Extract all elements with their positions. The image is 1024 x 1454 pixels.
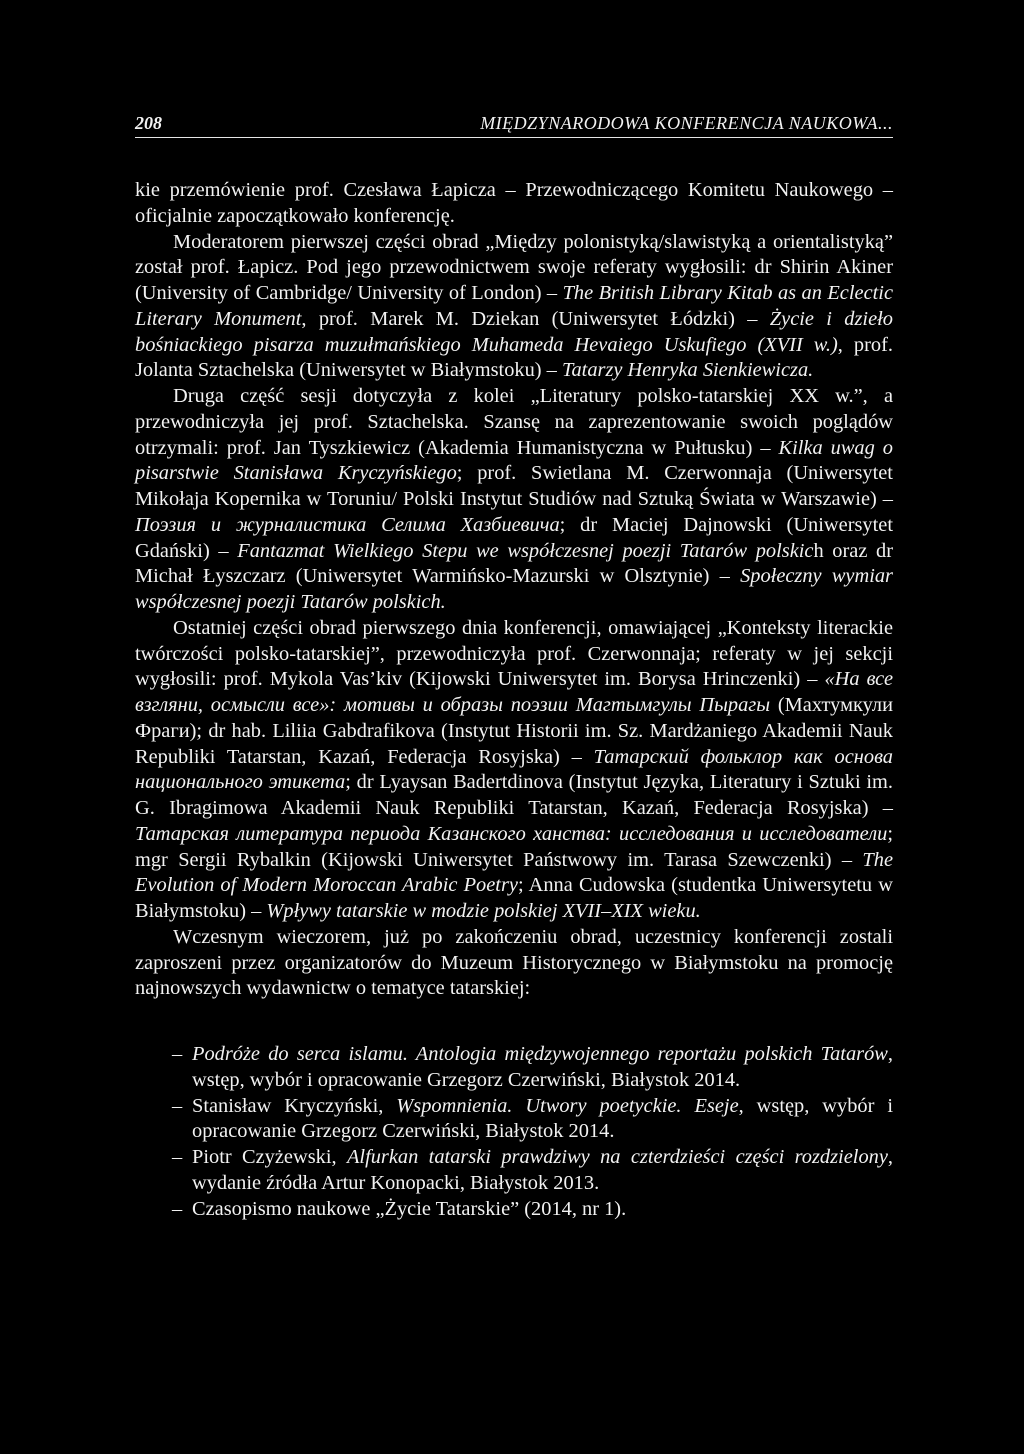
running-title: MIĘDZYNARODOWA KONFERENCJA NAUKOWA... bbox=[480, 113, 893, 133]
text-run: Ostatniej części obrad pierwszego dnia konferencji, omawiającej „Konteksty literackie twórczości polsko-tatarskiej”, przewodniczyła prof. Czerwonnaja; referaty w jej sekcji wygłosili: prof. Mykola Vas’kiv (Kijowski Uniwersytet im. Borysa Hrinczenki) – bbox=[135, 616, 893, 691]
text-run: Druga część sesji dotyczyła z kolei „Literatury polsko-tatarskiej XX w.”, a przewodniczyła jej prof. Sztachelska. Szansę na zaprezentowanie swoich poglądów otrzymali: prof. Jan Tyszkiewicz (Akademia Humanistyczna w Pułtusku) – bbox=[135, 385, 893, 459]
text-run: Stanisław Kryczyński, bbox=[192, 1094, 397, 1117]
publication-text bbox=[192, 1198, 626, 1220]
text-run: ; dr Lyaysan Badertdinova (Instytut Języka, Literatury i Sztuki im. G. Ibragimowa Akademii Nauk Republiki Tatarstan, Kazań, Federacja Rosyjska) – bbox=[135, 771, 893, 819]
italic-title-run: Wpływy tatarskie w modzie polskiej XVII–XIX wieku. bbox=[266, 900, 701, 922]
paragraph-2 bbox=[135, 230, 893, 385]
body-text bbox=[135, 178, 893, 1002]
text-run: h oraz dr Michał Łyszczarz (Uniwersytet Warmińsko-Mazurski w Olsztynie) – bbox=[135, 539, 894, 588]
italic-title-run: The Evolution of Modern Moroccan Arabic Poetry bbox=[135, 848, 893, 897]
italic-title-run: Татарская литература периода Казанского ханства: исследования и исследователи bbox=[135, 822, 888, 845]
text-run: (Махтумкули Фраги); dr hab. Liliia Gabdrafikova (Instytut Historii im. Sz. Mardżaniego Akademii Nauk Republiki Tatarstan, Kazań, Federacja Rosyjska) – bbox=[135, 694, 893, 768]
italic-title-run: Wspomnienia. Utwory poetyckie. Eseje bbox=[396, 1094, 739, 1117]
text-run: , wstęp, wybór i opracowanie Grzegorz Czerwiński, Białystok 2014. bbox=[192, 1094, 893, 1143]
italic-title-run: «На все взгляни, осмысли все»: мотивы и образы поэзии Мaгтымгулы Пырагы bbox=[135, 668, 893, 716]
italic-title-run: The British Library Kitab as an Eclectic Literary Monument bbox=[135, 282, 893, 330]
text-run: ; dr Maciej Dajnowski (Uniwersytet Gdański) – bbox=[135, 513, 893, 562]
paragraph-1 bbox=[135, 178, 893, 230]
text-run: Wczesnym wieczorem, już po zakończeniu obrad, uczestnicy konferencji zostali zaproszeni przez organizatorów do Muzeum Historycznego w Białymstoku na promocję najnowszych wydawnictw o tematyce tatarskiej: bbox=[135, 925, 893, 1000]
paragraph-5 bbox=[135, 925, 893, 1002]
paragraph-3 bbox=[135, 384, 893, 616]
italic-title-run: Podróże do serca islamu. Antologia międzywojennego reportażu polskich Tatarów bbox=[192, 1043, 888, 1065]
publication-text bbox=[192, 1043, 893, 1091]
italic-title-run: Поэзия и журналистика Селима Хазбиевича bbox=[135, 513, 560, 536]
italic-title-run: Alfurkan tatarski prawdziwy na czterdzieści części rozdzielony bbox=[346, 1146, 888, 1168]
text-run: , prof. Marek M. Dziekan (Uniwersytet Łódzki) – bbox=[301, 307, 770, 330]
text-run: kie przemówienie prof. Czesława Łapicza – Przewodniczącego Komitetu Naukowego – oficjalnie zapoczątkowało konferencję. bbox=[135, 179, 893, 227]
publication-text bbox=[192, 1095, 893, 1143]
list-dash: – bbox=[172, 1094, 183, 1117]
text-run: Czasopismo naukowe „Życie Tatarskie” (2014, nr 1). bbox=[192, 1197, 627, 1220]
text-run: ; mgr Sergii Rybalkin (Kijowski Uniwersytet Państwowy im. Tarasa Szewczenki) – bbox=[135, 822, 893, 871]
publication-item bbox=[135, 1094, 893, 1146]
italic-title-run: Życie i dzieło bośniackiego pisarza muzułmańskiego Muhameda Hevaiego Uskufiego (XVII w.) bbox=[135, 307, 893, 356]
publication-list bbox=[135, 1042, 893, 1222]
text-run: Piotr Czyżewski, bbox=[192, 1146, 347, 1168]
paragraph-4 bbox=[135, 616, 893, 925]
text-run: , prof. Jolanta Sztachelska (Uniwersytet w Białymstoku) – bbox=[135, 333, 893, 382]
italic-title-run: Tatarzy Henryka Sienkiewicza. bbox=[561, 359, 814, 382]
publication-item bbox=[135, 1197, 893, 1223]
italic-title-run: Kilka uwag o pisarstwie Stanisława Kryczyńskiego bbox=[135, 436, 893, 485]
text-run: Moderatorem pierwszej części obrad „Między polonistyką/slawistyką a orientalistyką” został prof. Łapicz. Pod jego przewodnictwem swoje referaty wygłosili: dr Shirin Akiner (University of Cambridge/ University of London) – bbox=[135, 230, 893, 304]
publication-text bbox=[192, 1146, 893, 1194]
page-number: 208 bbox=[135, 113, 162, 133]
text-run: , wstęp, wybór i opracowanie Grzegorz Czerwiński, Białystok 2014. bbox=[192, 1043, 893, 1091]
publication-item bbox=[135, 1042, 893, 1094]
text-run: , wydanie źródła Artur Konopacki, Białystok 2013. bbox=[192, 1146, 893, 1194]
list-dash: – bbox=[172, 1197, 183, 1220]
italic-title-run: Татарский фольклор как основа национального этикета bbox=[135, 745, 893, 794]
running-header bbox=[135, 112, 893, 138]
italic-title-run: Społeczny wymiar współczesnej poezji Tatarów polskich. bbox=[135, 565, 893, 613]
book-page bbox=[135, 112, 893, 1222]
italic-title-run: Fantazmat Wielkiego Stepu we współczesnej poezji Tatarów polskic bbox=[237, 539, 814, 562]
text-run: ; prof. Swietlana M. Czerwonnaja (Uniwersytet Mikołaja Kopernika w Toruniu/ Polski Instytut Studiów nad Sztuką Świata w Warszawie) – bbox=[135, 462, 893, 510]
text-run: ; Anna Cudowska (studentka Uniwersytetu w Białymstoku) – bbox=[135, 874, 893, 922]
list-dash: – bbox=[172, 1146, 183, 1168]
publication-item bbox=[135, 1145, 893, 1197]
list-dash: – bbox=[172, 1043, 183, 1065]
